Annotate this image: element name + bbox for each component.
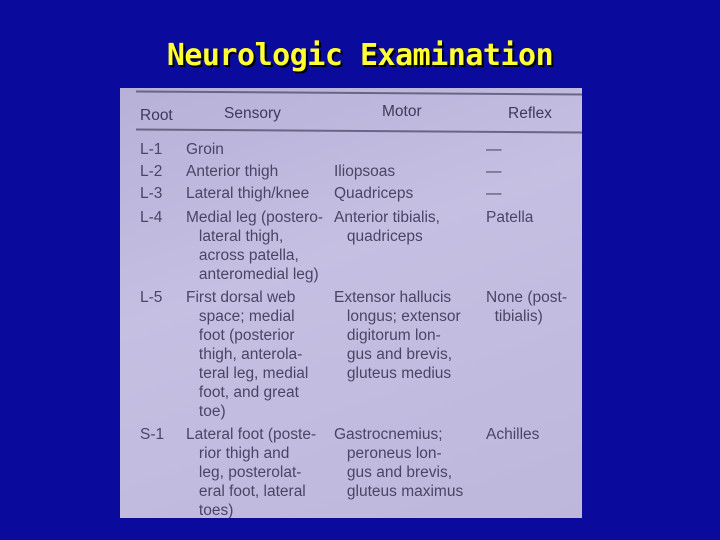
- sensory-line: toes): [186, 502, 234, 518]
- reflex-line: —: [486, 141, 502, 158]
- header-root: Root: [140, 107, 173, 124]
- sensory-line: Medial leg (postero-: [186, 209, 323, 226]
- root-cell: L-3: [140, 185, 163, 202]
- motor-line: digitorum lon-: [334, 327, 441, 344]
- sensory-line: Groin: [186, 141, 224, 158]
- sensory-line: leg, posterolat-: [186, 464, 302, 481]
- motor-line: Gastrocnemius;: [334, 426, 443, 443]
- reflex-line: None (post-: [486, 289, 567, 306]
- slide-title: Neurologic Examination: [166, 38, 554, 73]
- sensory-line: space; medial: [186, 308, 295, 325]
- sensory-line: across patella,: [186, 247, 299, 264]
- sensory-line: anteromedial leg): [186, 266, 319, 283]
- motor-line: gus and brevis,: [334, 346, 453, 363]
- table-header-rule: [136, 128, 582, 133]
- sensory-line: thigh, anterola-: [186, 346, 303, 363]
- sensory-line: Anterior thigh: [186, 163, 279, 180]
- root-cell: L-5: [140, 289, 163, 306]
- sensory-line: Lateral foot (poste-: [186, 426, 317, 443]
- motor-line: Anterior tibialis,: [334, 209, 440, 226]
- motor-line: Iliopsoas: [334, 163, 396, 180]
- reflex-line: Achilles: [486, 426, 540, 443]
- sensory-line: First dorsal web: [186, 289, 296, 306]
- root-cell: L-2: [140, 163, 163, 180]
- motor-line: gluteus maximus: [334, 483, 464, 500]
- motor-line: peroneus lon-: [334, 445, 442, 462]
- motor-line: Extensor hallucis: [334, 289, 452, 306]
- sensory-line: eral foot, lateral: [186, 483, 306, 500]
- sensory-line: foot (posterior: [186, 327, 295, 344]
- motor-line: Quadriceps: [334, 185, 414, 202]
- table-top-rule: [136, 90, 582, 95]
- reflex-line: tibialis): [486, 308, 543, 325]
- sensory-line: toe): [186, 403, 226, 420]
- root-cell: L-4: [140, 209, 163, 226]
- motor-line: longus; extensor: [334, 308, 461, 325]
- reflex-line: Patella: [486, 209, 534, 226]
- root-cell: S-1: [140, 426, 165, 443]
- header-reflex: Reflex: [508, 105, 552, 122]
- reflex-line: —: [486, 163, 502, 180]
- header-sensory: Sensory: [224, 105, 281, 122]
- sensory-line: lateral thigh,: [186, 228, 284, 245]
- motor-line: gluteus medius: [334, 365, 452, 382]
- motor-line: quadriceps: [334, 228, 423, 245]
- root-cell: L-1: [140, 141, 163, 158]
- reflex-line: —: [486, 185, 502, 202]
- sensory-line: teral leg, medial: [186, 365, 309, 382]
- sensory-line: foot, and great: [186, 384, 299, 401]
- table-photo: [120, 88, 582, 518]
- motor-line: gus and brevis,: [334, 464, 453, 481]
- sensory-line: Lateral thigh/knee: [186, 185, 310, 202]
- sensory-line: rior thigh and: [186, 445, 290, 462]
- header-motor: Motor: [382, 103, 422, 120]
